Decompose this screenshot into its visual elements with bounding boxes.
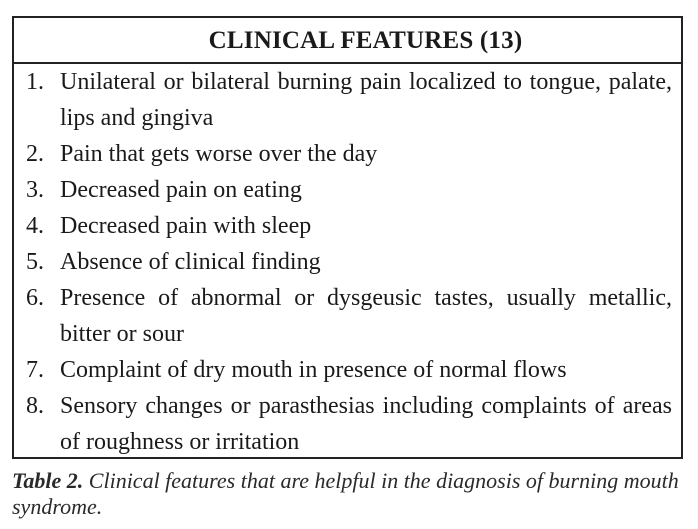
features-list [14, 64, 681, 460]
item-text: Absence of clinical finding [60, 249, 321, 275]
list-item [14, 172, 681, 208]
list-item [14, 280, 681, 352]
item-number: 2. [26, 141, 44, 167]
item-number: 3. [26, 177, 44, 203]
item-number: 7. [26, 357, 44, 383]
item-number: 1. [26, 69, 44, 95]
clinical-features-table [12, 16, 683, 459]
caption-text: Clinical features that are helpful in the diagnosis of burning mouth syndrome. [12, 468, 679, 519]
item-text: Sensory changes or parasthesias including complaints of areas of roughness or irritation [60, 393, 672, 455]
item-number: 8. [26, 393, 44, 419]
item-text: Decreased pain with sleep [60, 213, 312, 239]
list-item [14, 208, 681, 244]
item-number: 6. [26, 285, 44, 311]
list-item [14, 352, 681, 388]
item-number: 4. [26, 213, 44, 239]
table-caption [12, 468, 682, 520]
item-text: Presence of abnormal or dysgeusic tastes, usually metallic, bitter or sour [60, 285, 672, 347]
item-text: Complaint of dry mouth in presence of normal flows [60, 357, 567, 383]
list-item [14, 64, 681, 136]
table-header [14, 18, 681, 64]
list-item [14, 244, 681, 280]
caption-label: Table 2. [12, 468, 84, 493]
list-item [14, 136, 681, 172]
table-title: CLINICAL FEATURES (13) [208, 27, 523, 54]
item-text: Unilateral or bilateral burning pain localized to tongue, palate, lips and gingiva [60, 69, 672, 131]
item-number: 5. [26, 249, 44, 275]
item-text: Decreased pain on eating [60, 177, 302, 203]
item-text: Pain that gets worse over the day [60, 141, 378, 167]
list-item [14, 388, 681, 460]
